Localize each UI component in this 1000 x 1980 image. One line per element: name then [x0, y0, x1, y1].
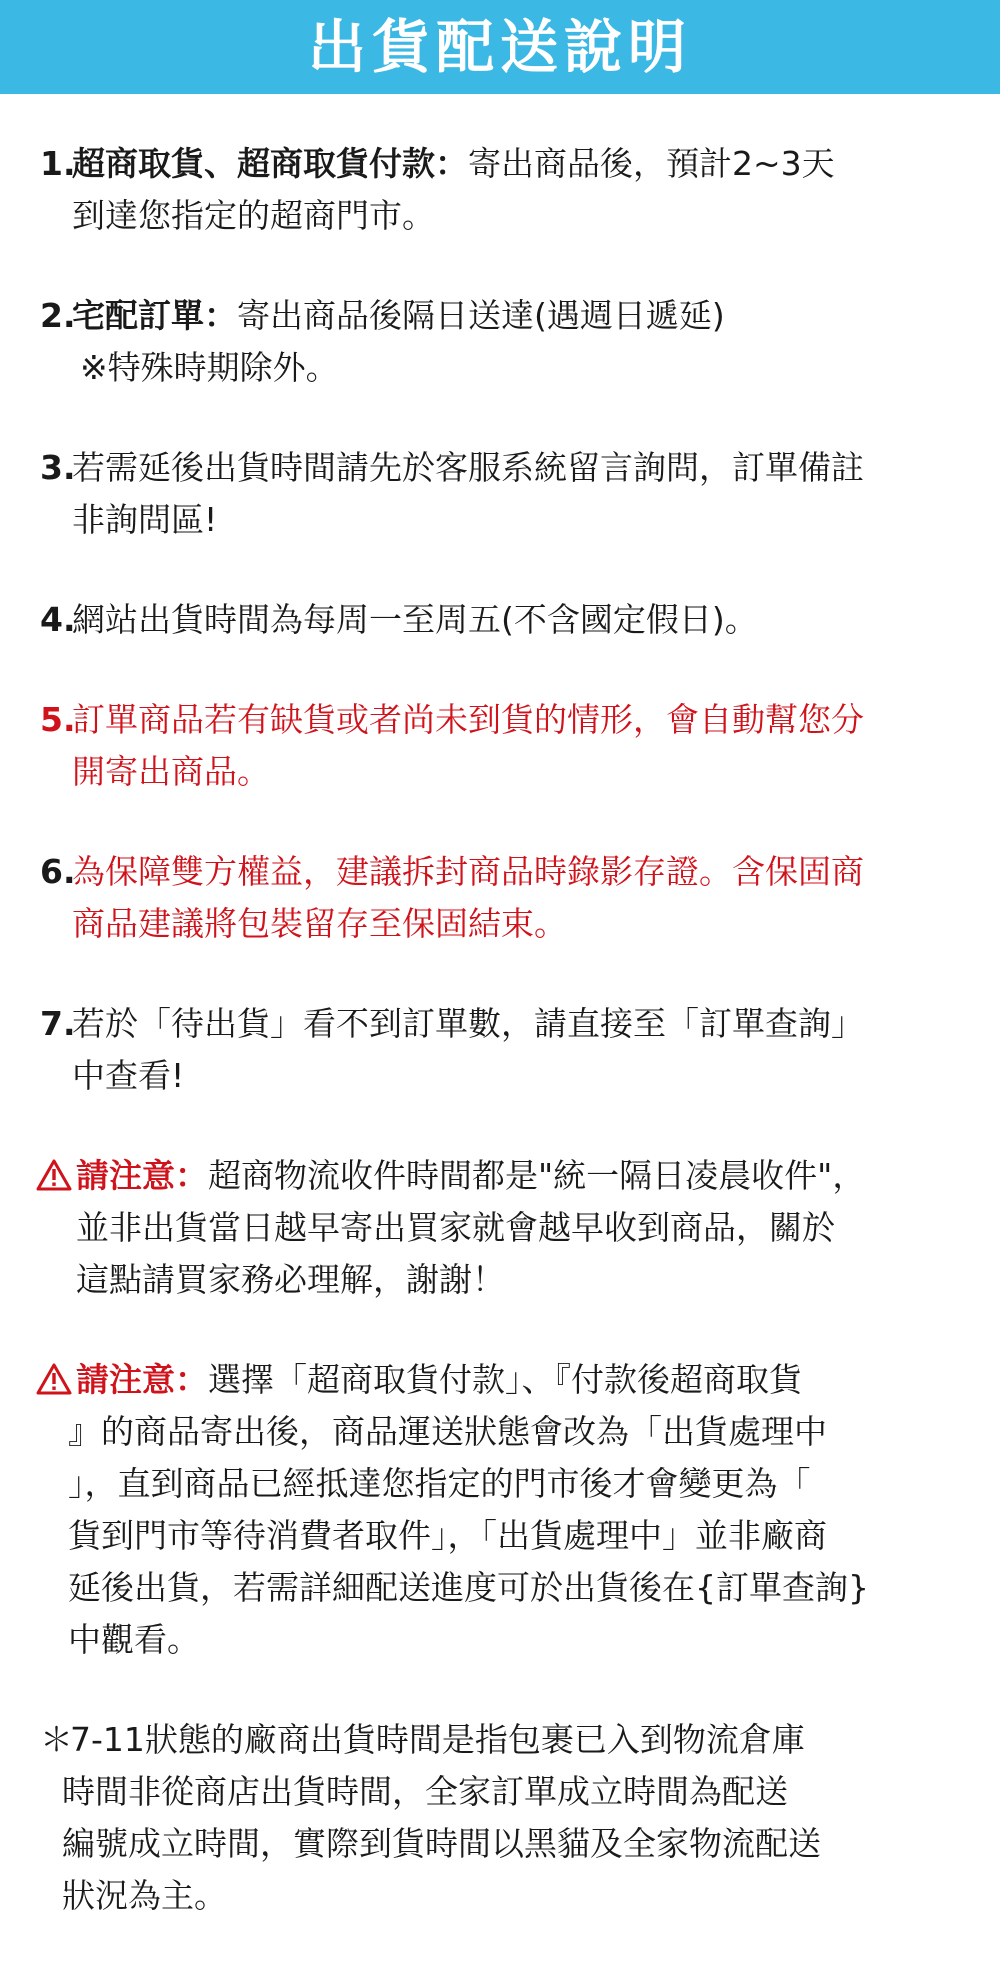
notice-text: 』的商品寄出後，商品運送狀態會改為「出貨處理中: [68, 1412, 827, 1451]
item-text: 為保障雙方權益，建議拆封商品時錄影存證。含保固商: [72, 852, 864, 891]
item-lead: 宅配訂單：: [72, 296, 237, 335]
item-text: 中查看!: [72, 1056, 185, 1095]
item-number: 2.: [40, 296, 76, 335]
item-text: 開寄出商品。: [72, 752, 270, 791]
note-item-1: [40, 138, 960, 242]
item-text: 網站出貨時間為每周一至周五(不含國定假日)。: [72, 600, 758, 639]
notice-label: 請注意：: [76, 1360, 208, 1399]
notice-2: [40, 1354, 960, 1666]
notice-text: 延後出貨，若需詳細配送進度可於出貨後在{訂單查詢}: [68, 1568, 869, 1607]
item-text: 訂單商品若有缺貨或者尚未到貨的情形，會自動幫您分: [72, 700, 864, 739]
notice-text: 中觀看。: [68, 1620, 200, 1659]
item-number: 7.: [40, 1004, 76, 1043]
footnote-text: 編號成立時間，實際到貨時間以黑貓及全家物流配送: [62, 1824, 821, 1863]
notice-1: [40, 1150, 960, 1306]
notice-text: 貨到門市等待消費者取件」，「出貨處理中」並非廠商: [68, 1516, 827, 1555]
notice-label: 請注意：: [76, 1156, 208, 1195]
item-text: 到達您指定的超商門市。: [72, 196, 435, 235]
item-number: 5.: [40, 700, 76, 739]
item-text: ※特殊時期除外。: [80, 348, 339, 387]
item-lead: 超商取貨、超商取貨付款：: [72, 144, 468, 183]
note-item-2: [40, 290, 960, 394]
footnote-marker: ＊: [40, 1720, 73, 1759]
item-text: 寄出商品後隔日送達(遇週日遞延): [237, 296, 725, 335]
item-number: 4.: [40, 600, 76, 639]
footnote: [40, 1714, 960, 1922]
note-item-7: [40, 998, 960, 1102]
note-item-3: [40, 442, 960, 546]
footnote-text: 7-11狀態的廠商出貨時間是指包裹已入到物流倉庫: [70, 1720, 805, 1759]
item-number: 6.: [40, 852, 76, 891]
notice-text: 選擇「超商取貨付款」、『付款後超商取貨: [208, 1360, 802, 1399]
notice-text: 超商物流收件時間都是"統一隔日凌晨收件"，: [208, 1156, 866, 1195]
warning-triangle-icon: [36, 1158, 72, 1192]
shipping-notes: [0, 138, 1000, 1922]
page-title: 出貨配送說明: [307, 13, 692, 81]
item-text: 非詢問區!: [72, 500, 218, 539]
warning-triangle-icon: [36, 1362, 72, 1396]
item-text: 商品建議將包裝留存至保固結束。: [72, 904, 567, 943]
note-item-4: [40, 594, 960, 646]
notice-text: 這點請買家務必理解，謝謝！: [76, 1260, 505, 1299]
notice-text: 」，直到商品已經抵達您指定的門市後才會變更為「: [68, 1464, 811, 1503]
footnote-text: 狀況為主。: [62, 1876, 227, 1915]
item-text: 若需延後出貨時間請先於客服系統留言詢問，訂單備註: [72, 448, 864, 487]
item-text: 若於「待出貨」看不到訂單數，請直接至「訂單查詢」: [72, 1004, 864, 1043]
notice-text: 並非出貨當日越早寄出買家就會越早收到商品，關於: [76, 1208, 835, 1247]
item-number: 3.: [40, 448, 76, 487]
note-item-5: [40, 694, 960, 798]
item-text: 寄出商品後，預計2~3天: [468, 144, 835, 183]
page-header: [0, 0, 1000, 94]
note-item-6: [40, 846, 960, 950]
footnote-text: 時間非從商店出貨時間，全家訂單成立時間為配送: [62, 1772, 788, 1811]
item-number: 1.: [40, 144, 76, 183]
